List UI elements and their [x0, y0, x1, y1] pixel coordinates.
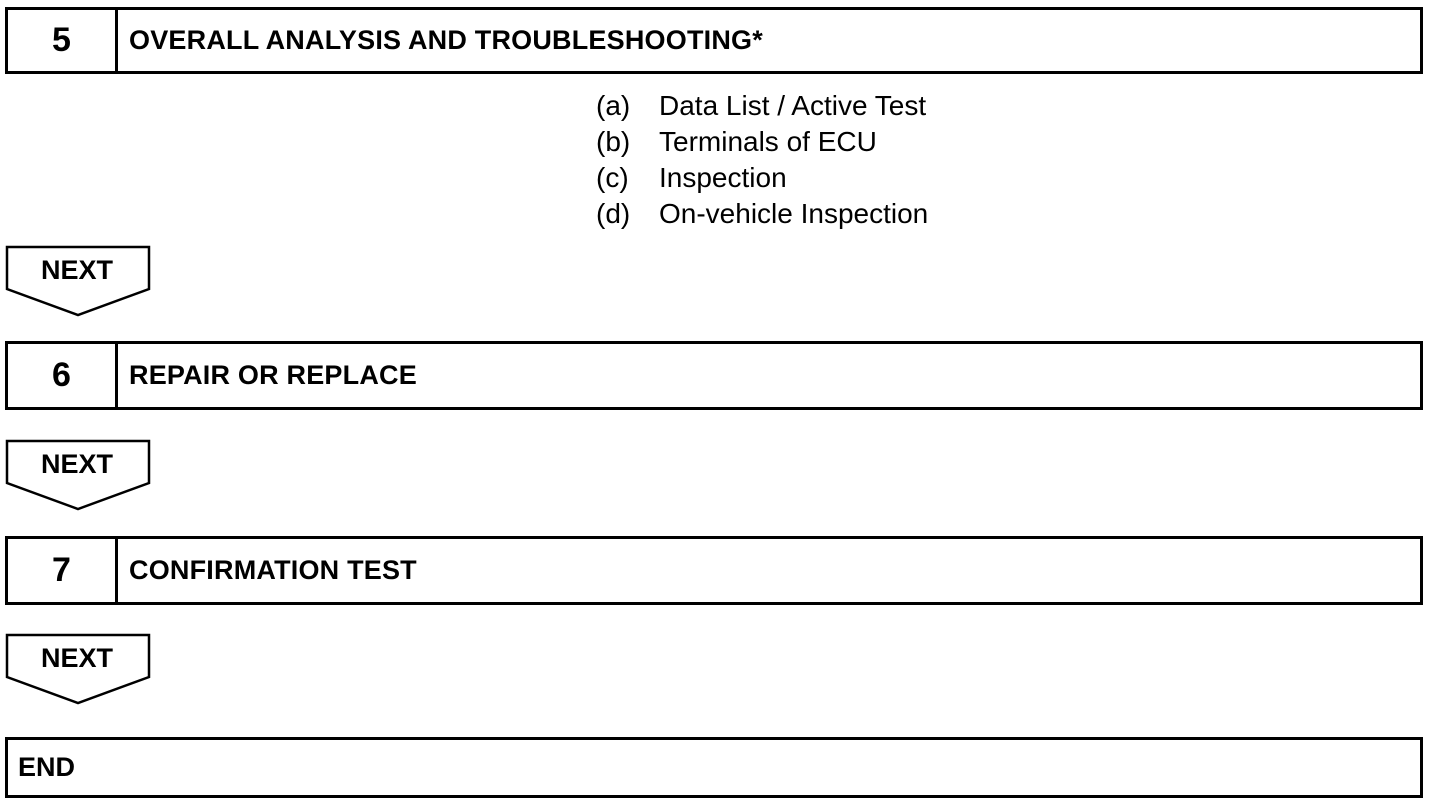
list-item-letter: (a) — [596, 90, 631, 121]
next-label: NEXT — [40, 643, 113, 673]
step-number: 7 — [8, 539, 118, 602]
step-number: 6 — [8, 344, 118, 407]
next-arrow — [5, 633, 151, 705]
list-item — [596, 160, 928, 196]
list-item-letter: (c) — [596, 162, 629, 193]
list-item — [596, 196, 928, 232]
list-item-text: Inspection — [659, 162, 787, 193]
list-item-letter: (b) — [596, 126, 631, 157]
step-5-box — [5, 7, 1423, 74]
list-item-text: Terminals of ECU — [659, 126, 877, 157]
next-label: NEXT — [40, 255, 113, 285]
next-arrow — [5, 245, 151, 317]
step-7-box — [5, 536, 1423, 605]
list-item-text: On-vehicle Inspection — [659, 198, 929, 229]
step-title: CONFIRMATION TEST — [129, 555, 417, 585]
step-title: OVERALL ANALYSIS AND TROUBLESHOOTING* — [129, 25, 763, 55]
list-item — [596, 124, 928, 160]
step-6-box — [5, 341, 1423, 410]
list-item-letter: (d) — [596, 198, 631, 229]
end-box: END — [5, 737, 1423, 798]
next-arrow — [5, 439, 151, 511]
next-label: NEXT — [40, 449, 113, 479]
sub-item-list — [596, 88, 928, 232]
step-number: 5 — [8, 10, 118, 71]
step-title: REPAIR OR REPLACE — [129, 360, 417, 390]
list-item — [596, 88, 928, 124]
list-item-text: Data List / Active Test — [659, 90, 927, 121]
